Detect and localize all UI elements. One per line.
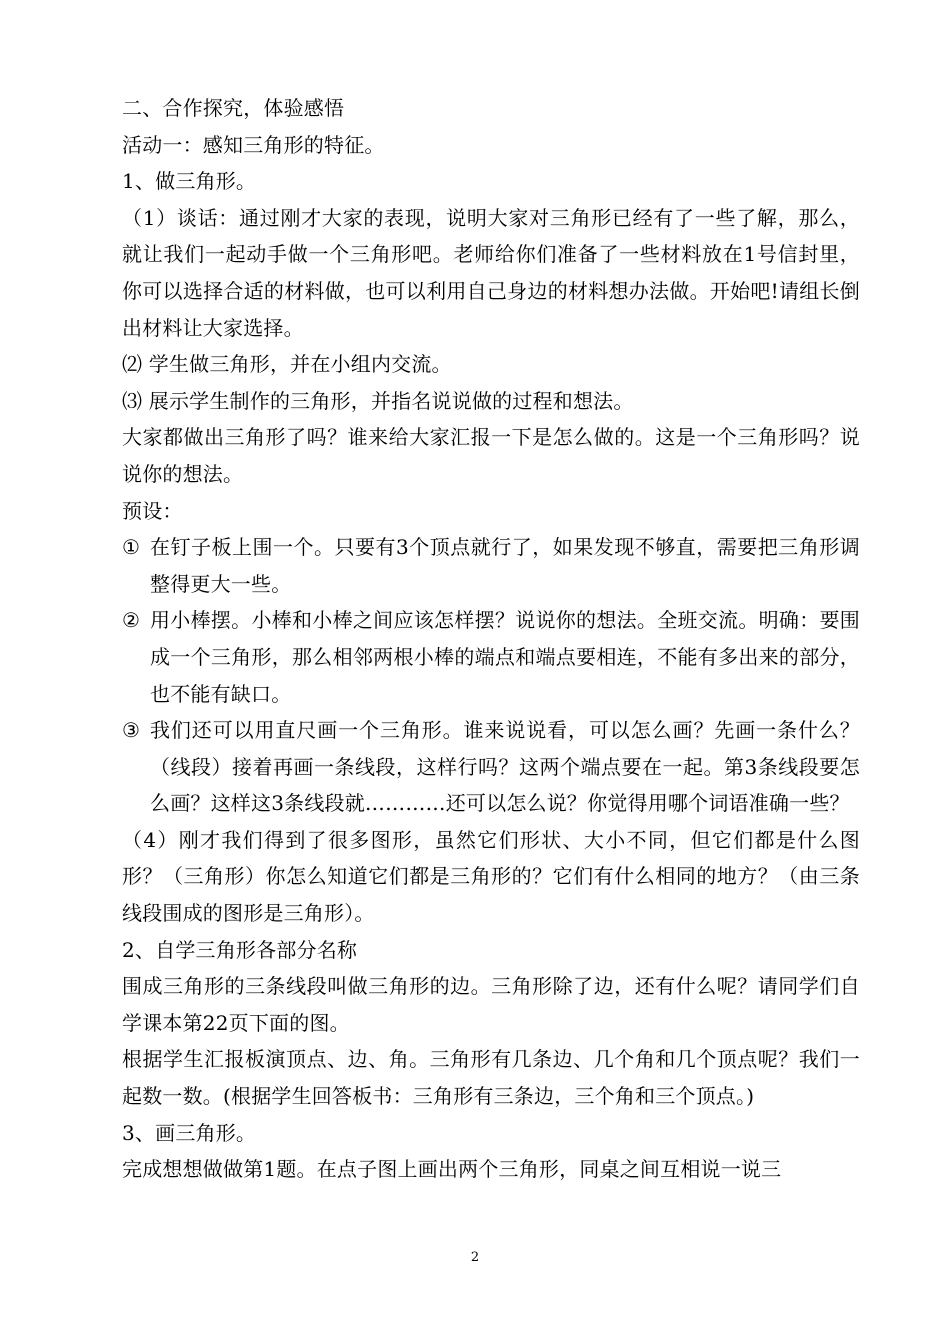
activity-heading: 活动一：感知三角形的特征。: [122, 132, 385, 157]
paragraph: （4）刚才我们得到了很多图形，虽然它们形状、大小不同，但它们都是什么图形？（三角形）你怎么知道它们都是三角形的？它们有什么相同的地方？（由三条线段围成的图形是三角形）。: [122, 827, 860, 926]
list-item: [122, 529, 860, 602]
list-item: [122, 712, 860, 822]
step-heading: 3、画三角形。: [122, 1120, 257, 1145]
list-marker: ①: [122, 535, 141, 560]
step-heading: 2、自学三角形各部分名称: [122, 937, 358, 962]
page-number: 2: [470, 1250, 480, 1265]
preset-label: 预设：: [122, 498, 183, 523]
paragraph: ⑶ 展示学生制作的三角形，并指名说说做的过程和想法。: [122, 388, 634, 413]
section-heading: 二、合作探究，体验感悟: [122, 96, 345, 120]
paragraph: 大家都做出三角形了吗？谁来给大家汇报一下是怎么做的。这是一个三角形吗？说说你的想法。: [122, 425, 860, 486]
list-marker: ②: [122, 608, 141, 633]
list-item-text: 我们还可以用直尺画一个三角形。谁来说说看，可以怎么画？先画一条什么？（线段）接着再画一条线段，这样行吗？这两个端点要在一起。第3条线段要怎么画？这样这3条线段就…………还可以怎么说？你觉得用哪个词语准确一些？: [150, 718, 860, 816]
list-item: [122, 602, 860, 712]
paragraph: 根据学生汇报板演顶点、边、角。三角形有几条边、几个角和几个顶点呢？我们一起数一数。(根据学生回答板书：三角形有三条边，三个角和三个顶点。): [122, 1047, 860, 1109]
document-body: [122, 90, 860, 1188]
step-heading: 1、做三角形。: [122, 169, 257, 194]
paragraph: ⑵ 学生做三角形，并在小组内交流。: [122, 352, 452, 377]
list-item-text: 用小棒摆。小棒和小棒之间应该怎样摆？说说你的想法。全班交流。明确：要围成一个三角形，那么相邻两根小棒的端点和端点要相连，不能有多出来的部分，也不能有缺口。: [150, 608, 860, 706]
list-marker: ③: [122, 718, 141, 743]
list-item-text: 在钉子板上围一个。只要有3个顶点就行了，如果发现不够直，需要把三角形调整得更大一些。: [150, 535, 860, 596]
paragraph: 完成想想做做第1题。在点子图上画出两个三角形，同桌之间互相说一说三: [122, 1157, 782, 1182]
paragraph: （1）谈话：通过刚才大家的表现，说明大家对三角形已经有了一些了解，那么，就让我们一起动手做一个三角形吧。老师给你们准备了一些材料放在1号信封里，你可以选择合适的材料做，也可以利用自己身边的材料想办法做。开始吧!请组长倒出材料让大家选择。: [122, 205, 860, 340]
paragraph: 围成三角形的三条线段叫做三角形的边。三角形除了边，还有什么呢？请同学们自学课本第22页下面的图。: [122, 974, 860, 1035]
